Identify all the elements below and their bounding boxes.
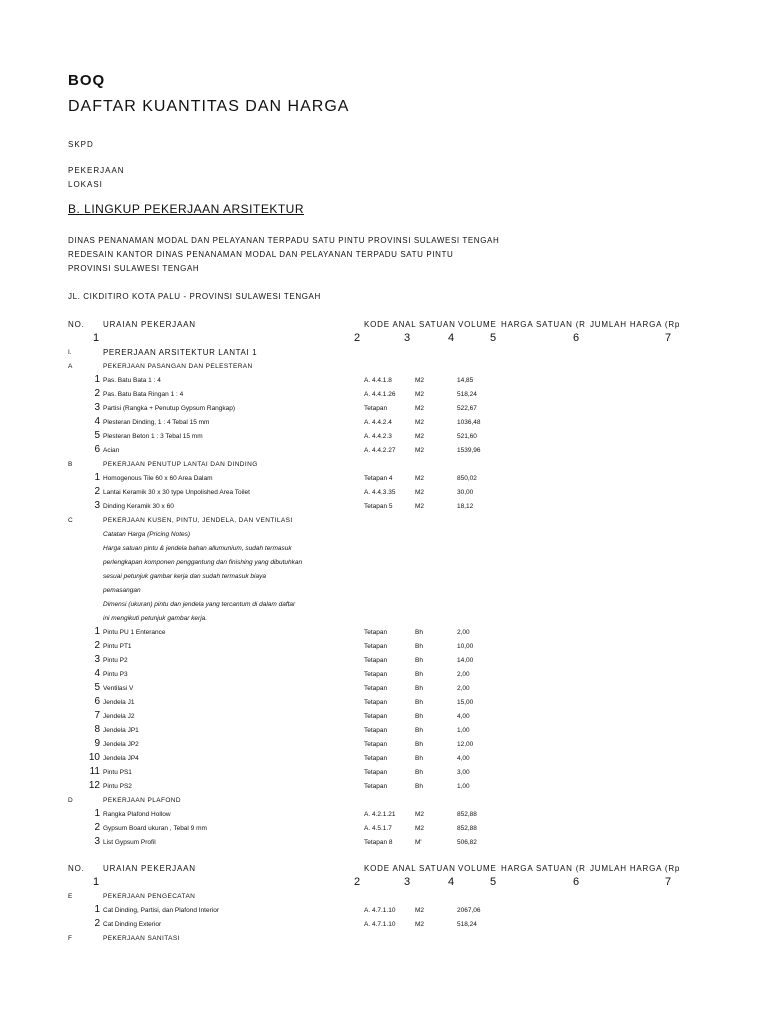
table-row bbox=[0, 780, 768, 794]
row-desc: Partisi (Rangka + Penutup Gypsum Rangkap) bbox=[103, 405, 236, 412]
row-desc: Pintu P3 bbox=[103, 671, 128, 678]
table-row bbox=[0, 794, 768, 808]
row-volume: 518,24 bbox=[457, 921, 477, 928]
table-row bbox=[0, 710, 768, 724]
row-no: 12 bbox=[88, 780, 100, 791]
header-uraian: URAIAN PEKERJAAN bbox=[103, 864, 196, 873]
row-kode: Tetapan bbox=[364, 629, 388, 636]
address: JL. CIKDITIRO KOTA PALU - PROVINSI SULAWESI TENGAH bbox=[68, 292, 321, 301]
info-line-1: DINAS PENANAMAN MODAL DAN PELAYANAN TERPADU SATU PINTU PROVINSI SULAWESI TENGAH bbox=[68, 236, 500, 245]
row-satuan: Bh bbox=[415, 713, 423, 720]
header-col-number: 3 bbox=[404, 332, 411, 344]
table-row bbox=[0, 808, 768, 822]
row-satuan: Bh bbox=[415, 657, 423, 664]
header-satuan: SATUAN bbox=[419, 864, 456, 873]
row-volume: 3,00 bbox=[457, 769, 470, 776]
row-satuan: M' bbox=[415, 839, 422, 846]
row-desc: Rangka Plafond Hollow bbox=[103, 811, 171, 818]
row-desc: Jendela JP2 bbox=[103, 741, 139, 748]
pekerjaan-label: PEKERJAAN bbox=[68, 166, 125, 175]
row-volume: 850,02 bbox=[457, 475, 477, 482]
header-col-number: 5 bbox=[490, 876, 497, 888]
row-desc: Plesteran Beton 1 : 3 Tebal 15 mm bbox=[103, 433, 203, 440]
row-desc: PERERJAAN ARSITEKTUR LANTAI 1 bbox=[103, 348, 258, 357]
row-no: 6 bbox=[94, 444, 100, 455]
row-desc: PEKERJAAN PLAFOND bbox=[103, 797, 181, 804]
table-row bbox=[0, 904, 768, 918]
table-row bbox=[0, 528, 768, 542]
row-volume: 10,00 bbox=[457, 643, 474, 650]
table-row bbox=[0, 932, 768, 946]
row-no: 4 bbox=[94, 668, 100, 679]
row-kode: Tetapan bbox=[364, 713, 388, 720]
row-satuan: Bh bbox=[415, 699, 423, 706]
row-desc: Jendela JP1 bbox=[103, 727, 139, 734]
skpd-label: SKPD bbox=[68, 140, 94, 149]
row-no: 8 bbox=[94, 724, 100, 735]
row-volume: 4,00 bbox=[457, 755, 470, 762]
row-kode: A. 4.5.1.7 bbox=[364, 825, 392, 832]
header-no: NO. bbox=[68, 864, 85, 873]
row-volume: 12,00 bbox=[457, 741, 474, 748]
header-volume: VOLUME bbox=[458, 864, 497, 873]
header-col-number: 1 bbox=[93, 876, 100, 888]
row-desc: Pintu PT1 bbox=[103, 643, 132, 650]
row-volume: 852,88 bbox=[457, 825, 477, 832]
header-col-number: 1 bbox=[93, 332, 100, 344]
row-satuan: M2 bbox=[415, 811, 425, 818]
lokasi-label: LOKASI bbox=[68, 180, 103, 189]
row-no: 2 bbox=[94, 822, 100, 833]
header-kode: KODE ANAL bbox=[364, 864, 417, 873]
row-desc: Cat Dinding Exterior bbox=[103, 921, 162, 928]
row-volume: 2067,06 bbox=[457, 907, 481, 914]
row-kode: A. 4.2.1.21 bbox=[364, 811, 396, 818]
row-desc: Pas. Batu Bata 1 : 4 bbox=[103, 377, 161, 384]
row-kode: Tetapan 5 bbox=[364, 503, 393, 510]
table-row bbox=[0, 752, 768, 766]
row-desc: Jendela J2 bbox=[103, 713, 135, 720]
row-satuan: Bh bbox=[415, 685, 423, 692]
row-desc: Pintu PU 1 Enterance bbox=[103, 629, 166, 636]
info-line-3: PROVINSI SULAWESI TENGAH bbox=[68, 264, 200, 273]
row-volume: 852,88 bbox=[457, 811, 477, 818]
info-line-2: REDESAIN KANTOR DINAS PENANAMAN MODAL DAN PELAYANAN TERPADU SATU PINTU bbox=[68, 250, 454, 259]
table-row bbox=[0, 542, 768, 556]
table-row bbox=[0, 430, 768, 444]
row-desc: Homogenous Tile 60 x 60 Area Dalam bbox=[103, 475, 213, 482]
header-col-number: 2 bbox=[354, 332, 361, 344]
table-row bbox=[0, 514, 768, 528]
row-satuan: M2 bbox=[415, 377, 425, 384]
row-no: 6 bbox=[94, 696, 100, 707]
row-no: 11 bbox=[89, 766, 100, 777]
row-volume: 2,00 bbox=[457, 685, 470, 692]
row-desc: Jendela JP4 bbox=[103, 755, 139, 762]
row-volume: 15,00 bbox=[457, 699, 474, 706]
row-satuan: Bh bbox=[415, 629, 423, 636]
row-desc: Jendela J1 bbox=[103, 699, 135, 706]
row-satuan: M2 bbox=[415, 503, 425, 510]
table-row bbox=[0, 626, 768, 640]
row-satuan: M2 bbox=[415, 489, 425, 496]
row-kode: A. 4.7.1.10 bbox=[364, 921, 396, 928]
row-desc: Lantai Keramik 30 x 30 type Unpolished Area Toilet bbox=[103, 489, 250, 496]
row-kode: Tetapan bbox=[364, 657, 388, 664]
row-desc: Dinding Keramik 30 x 60 bbox=[103, 503, 174, 510]
row-no: 1 bbox=[94, 472, 100, 483]
row-volume: 1,00 bbox=[457, 783, 470, 790]
row-satuan: M2 bbox=[415, 419, 425, 426]
row-kode: A. 4.7.1.10 bbox=[364, 907, 396, 914]
table-row bbox=[0, 584, 768, 598]
table-row bbox=[0, 822, 768, 836]
table-row bbox=[0, 444, 768, 458]
row-no: 1 bbox=[94, 374, 100, 385]
table-row bbox=[0, 360, 768, 374]
table-row bbox=[0, 682, 768, 696]
row-desc: PEKERJAAN PENUTUP LANTAI DAN DINDING bbox=[103, 461, 258, 468]
row-satuan: M2 bbox=[415, 921, 425, 928]
row-no: 1 bbox=[94, 626, 100, 637]
row-no: 9 bbox=[94, 738, 100, 749]
header-col-number: 6 bbox=[573, 332, 580, 344]
row-desc: Ventilasi V bbox=[103, 685, 134, 692]
table-row bbox=[0, 570, 768, 584]
table-row bbox=[0, 556, 768, 570]
header-col-number: 3 bbox=[404, 876, 411, 888]
row-kode: Tetapan bbox=[364, 727, 388, 734]
row-no: I. bbox=[68, 349, 72, 356]
row-kode: Tetapan bbox=[364, 643, 388, 650]
table-row bbox=[0, 890, 768, 904]
row-volume: 1539,96 bbox=[457, 447, 481, 454]
row-no: 4 bbox=[94, 416, 100, 427]
row-no: 7 bbox=[94, 710, 100, 721]
row-volume: 522,67 bbox=[457, 405, 477, 412]
table-row bbox=[0, 402, 768, 416]
row-volume: 518,24 bbox=[457, 391, 477, 398]
row-note: Harga satuan pintu & jendela bahan allumunium, sudah termasuk bbox=[103, 545, 292, 552]
row-volume: 1,00 bbox=[457, 727, 470, 734]
row-satuan: Bh bbox=[415, 755, 423, 762]
row-desc: Gypsum Board ukuran , Tebal 9 mm bbox=[103, 825, 207, 832]
row-no: E bbox=[68, 893, 73, 900]
row-kode: Tetapan 8 bbox=[364, 839, 393, 846]
row-kode: Tetapan bbox=[364, 671, 388, 678]
row-no: 2 bbox=[94, 388, 100, 399]
row-volume: 506,82 bbox=[457, 839, 477, 846]
document-title: DAFTAR KUANTITAS DAN HARGA bbox=[68, 98, 350, 115]
row-desc: Acian bbox=[103, 447, 120, 454]
row-satuan: M2 bbox=[415, 447, 425, 454]
row-satuan: M2 bbox=[415, 825, 425, 832]
row-kode: Tetapan bbox=[364, 769, 388, 776]
header-harga: HARGA SATUAN (R bbox=[501, 864, 586, 873]
row-kode: A. 4.4.1.8 bbox=[364, 377, 392, 384]
row-no: F bbox=[68, 935, 72, 942]
row-kode: A. 4.4.2.4 bbox=[364, 419, 392, 426]
row-note: pemasangan bbox=[103, 587, 141, 594]
header-col-number: 7 bbox=[665, 876, 672, 888]
row-desc: Pintu PS2 bbox=[103, 783, 132, 790]
row-kode: Tetapan bbox=[364, 755, 388, 762]
row-satuan: Bh bbox=[415, 741, 423, 748]
section-title: B. LINGKUP PEKERJAAN ARSITEKTUR bbox=[68, 202, 305, 216]
header-col-number: 5 bbox=[490, 332, 497, 344]
header-no: NO. bbox=[68, 320, 85, 329]
row-no: 2 bbox=[94, 486, 100, 497]
table-row bbox=[0, 640, 768, 654]
table-row bbox=[0, 416, 768, 430]
row-volume: 2,00 bbox=[457, 629, 470, 636]
table-row bbox=[0, 486, 768, 500]
table-row bbox=[0, 598, 768, 612]
row-volume: 4,00 bbox=[457, 713, 470, 720]
row-satuan: M2 bbox=[415, 475, 425, 482]
row-kode: A. 4.4.3.35 bbox=[364, 489, 396, 496]
table-row bbox=[0, 724, 768, 738]
row-note: Dimensi (ukuran) pintu dan jendela yang tercantum di dalam daftar bbox=[103, 601, 296, 608]
row-no: B bbox=[68, 461, 73, 468]
row-satuan: Bh bbox=[415, 643, 423, 650]
header-col-number: 2 bbox=[354, 876, 361, 888]
table-row bbox=[0, 696, 768, 710]
header-jumlah: JUMLAH HARGA (Rp bbox=[590, 864, 681, 873]
row-satuan: Bh bbox=[415, 671, 423, 678]
row-volume: 14,85 bbox=[457, 377, 474, 384]
row-no: 10 bbox=[88, 752, 100, 763]
table-row bbox=[0, 766, 768, 780]
row-note: sesuai petunjuk gambar kerja dan sudah termasuk biaya bbox=[103, 573, 266, 580]
header-uraian: URAIAN PEKERJAAN bbox=[103, 320, 196, 329]
row-volume: 14,00 bbox=[457, 657, 474, 664]
header-jumlah: JUMLAH HARGA (Rp bbox=[590, 320, 681, 329]
row-note: ini mengikuti petunjuk gambar kerja. bbox=[103, 615, 208, 622]
row-no: 3 bbox=[94, 500, 100, 511]
row-no: 3 bbox=[94, 654, 100, 665]
row-desc: Pintu P2 bbox=[103, 657, 128, 664]
row-desc: Plesteran Dinding, 1 : 4 Tebal 15 mm bbox=[103, 419, 210, 426]
row-volume: 18,12 bbox=[457, 503, 474, 510]
row-satuan: Bh bbox=[415, 727, 423, 734]
table-row bbox=[0, 836, 768, 850]
header-col-number: 7 bbox=[665, 332, 672, 344]
row-desc: Pas. Batu Bata Ringan 1 : 4 bbox=[103, 391, 184, 398]
header-col-number: 4 bbox=[448, 332, 455, 344]
row-volume: 521,60 bbox=[457, 433, 477, 440]
row-kode: A. 4.4.2.3 bbox=[364, 433, 392, 440]
row-desc: Pintu PS1 bbox=[103, 769, 132, 776]
row-kode: A. 4.4.1.26 bbox=[364, 391, 396, 398]
row-no: 1 bbox=[94, 808, 100, 819]
table-row bbox=[0, 668, 768, 682]
row-kode: Tetapan bbox=[364, 405, 388, 412]
row-note: perlengkapan komponen penggantung dan finishing yang dibutuhkan bbox=[103, 559, 303, 566]
row-satuan: Bh bbox=[415, 769, 423, 776]
row-no: 3 bbox=[94, 836, 100, 847]
table-row bbox=[0, 654, 768, 668]
boq-label: BOQ bbox=[68, 72, 106, 89]
row-volume: 1036,48 bbox=[457, 419, 481, 426]
row-satuan: M2 bbox=[415, 391, 425, 398]
table-row bbox=[0, 388, 768, 402]
row-no: 2 bbox=[94, 918, 100, 929]
header-volume: VOLUME bbox=[458, 320, 497, 329]
header-harga: HARGA SATUAN (R bbox=[501, 320, 586, 329]
row-no: A bbox=[68, 363, 73, 370]
row-no: D bbox=[68, 797, 73, 804]
row-desc: List Gypsum Profil bbox=[103, 839, 156, 846]
row-kode: Tetapan 4 bbox=[364, 475, 393, 482]
row-no: 5 bbox=[94, 682, 100, 693]
row-satuan: Bh bbox=[415, 783, 423, 790]
row-kode: Tetapan bbox=[364, 741, 388, 748]
table-row bbox=[0, 472, 768, 486]
row-no: C bbox=[68, 517, 73, 524]
header-kode: KODE ANAL bbox=[364, 320, 417, 329]
row-no: 2 bbox=[94, 640, 100, 651]
table-row bbox=[0, 500, 768, 514]
row-no: 5 bbox=[94, 430, 100, 441]
row-desc: PEKERJAAN KUSEN, PINTU, JENDELA, DAN VENTILASI bbox=[103, 517, 293, 524]
row-desc: Cat Dinding, Partisi, dan Plafond Interior bbox=[103, 907, 219, 914]
table-row bbox=[0, 374, 768, 388]
row-kode: Tetapan bbox=[364, 685, 388, 692]
row-no: 3 bbox=[94, 402, 100, 413]
row-no: 1 bbox=[94, 904, 100, 915]
row-note: Catatan Harga (Pricing Notes) bbox=[103, 531, 191, 538]
table-row bbox=[0, 738, 768, 752]
table-row bbox=[0, 346, 768, 360]
table-row bbox=[0, 918, 768, 932]
row-kode: Tetapan bbox=[364, 699, 388, 706]
header-col-number: 6 bbox=[573, 876, 580, 888]
row-volume: 30,00 bbox=[457, 489, 474, 496]
row-satuan: M2 bbox=[415, 907, 425, 914]
row-desc: PEKERJAAN PASANGAN DAN PELESTERAN bbox=[103, 363, 253, 370]
row-kode: Tetapan bbox=[364, 783, 388, 790]
row-desc: PEKERJAAN PENGECATAN bbox=[103, 893, 196, 900]
row-satuan: M2 bbox=[415, 433, 425, 440]
header-col-number: 4 bbox=[448, 876, 455, 888]
header-satuan: SATUAN bbox=[419, 320, 456, 329]
row-desc: PEKERJAAN SANITASI bbox=[103, 935, 180, 942]
table-row bbox=[0, 458, 768, 472]
table-row bbox=[0, 612, 768, 626]
row-kode: A. 4.4.2.27 bbox=[364, 447, 396, 454]
row-volume: 2,00 bbox=[457, 671, 470, 678]
row-satuan: M2 bbox=[415, 405, 425, 412]
